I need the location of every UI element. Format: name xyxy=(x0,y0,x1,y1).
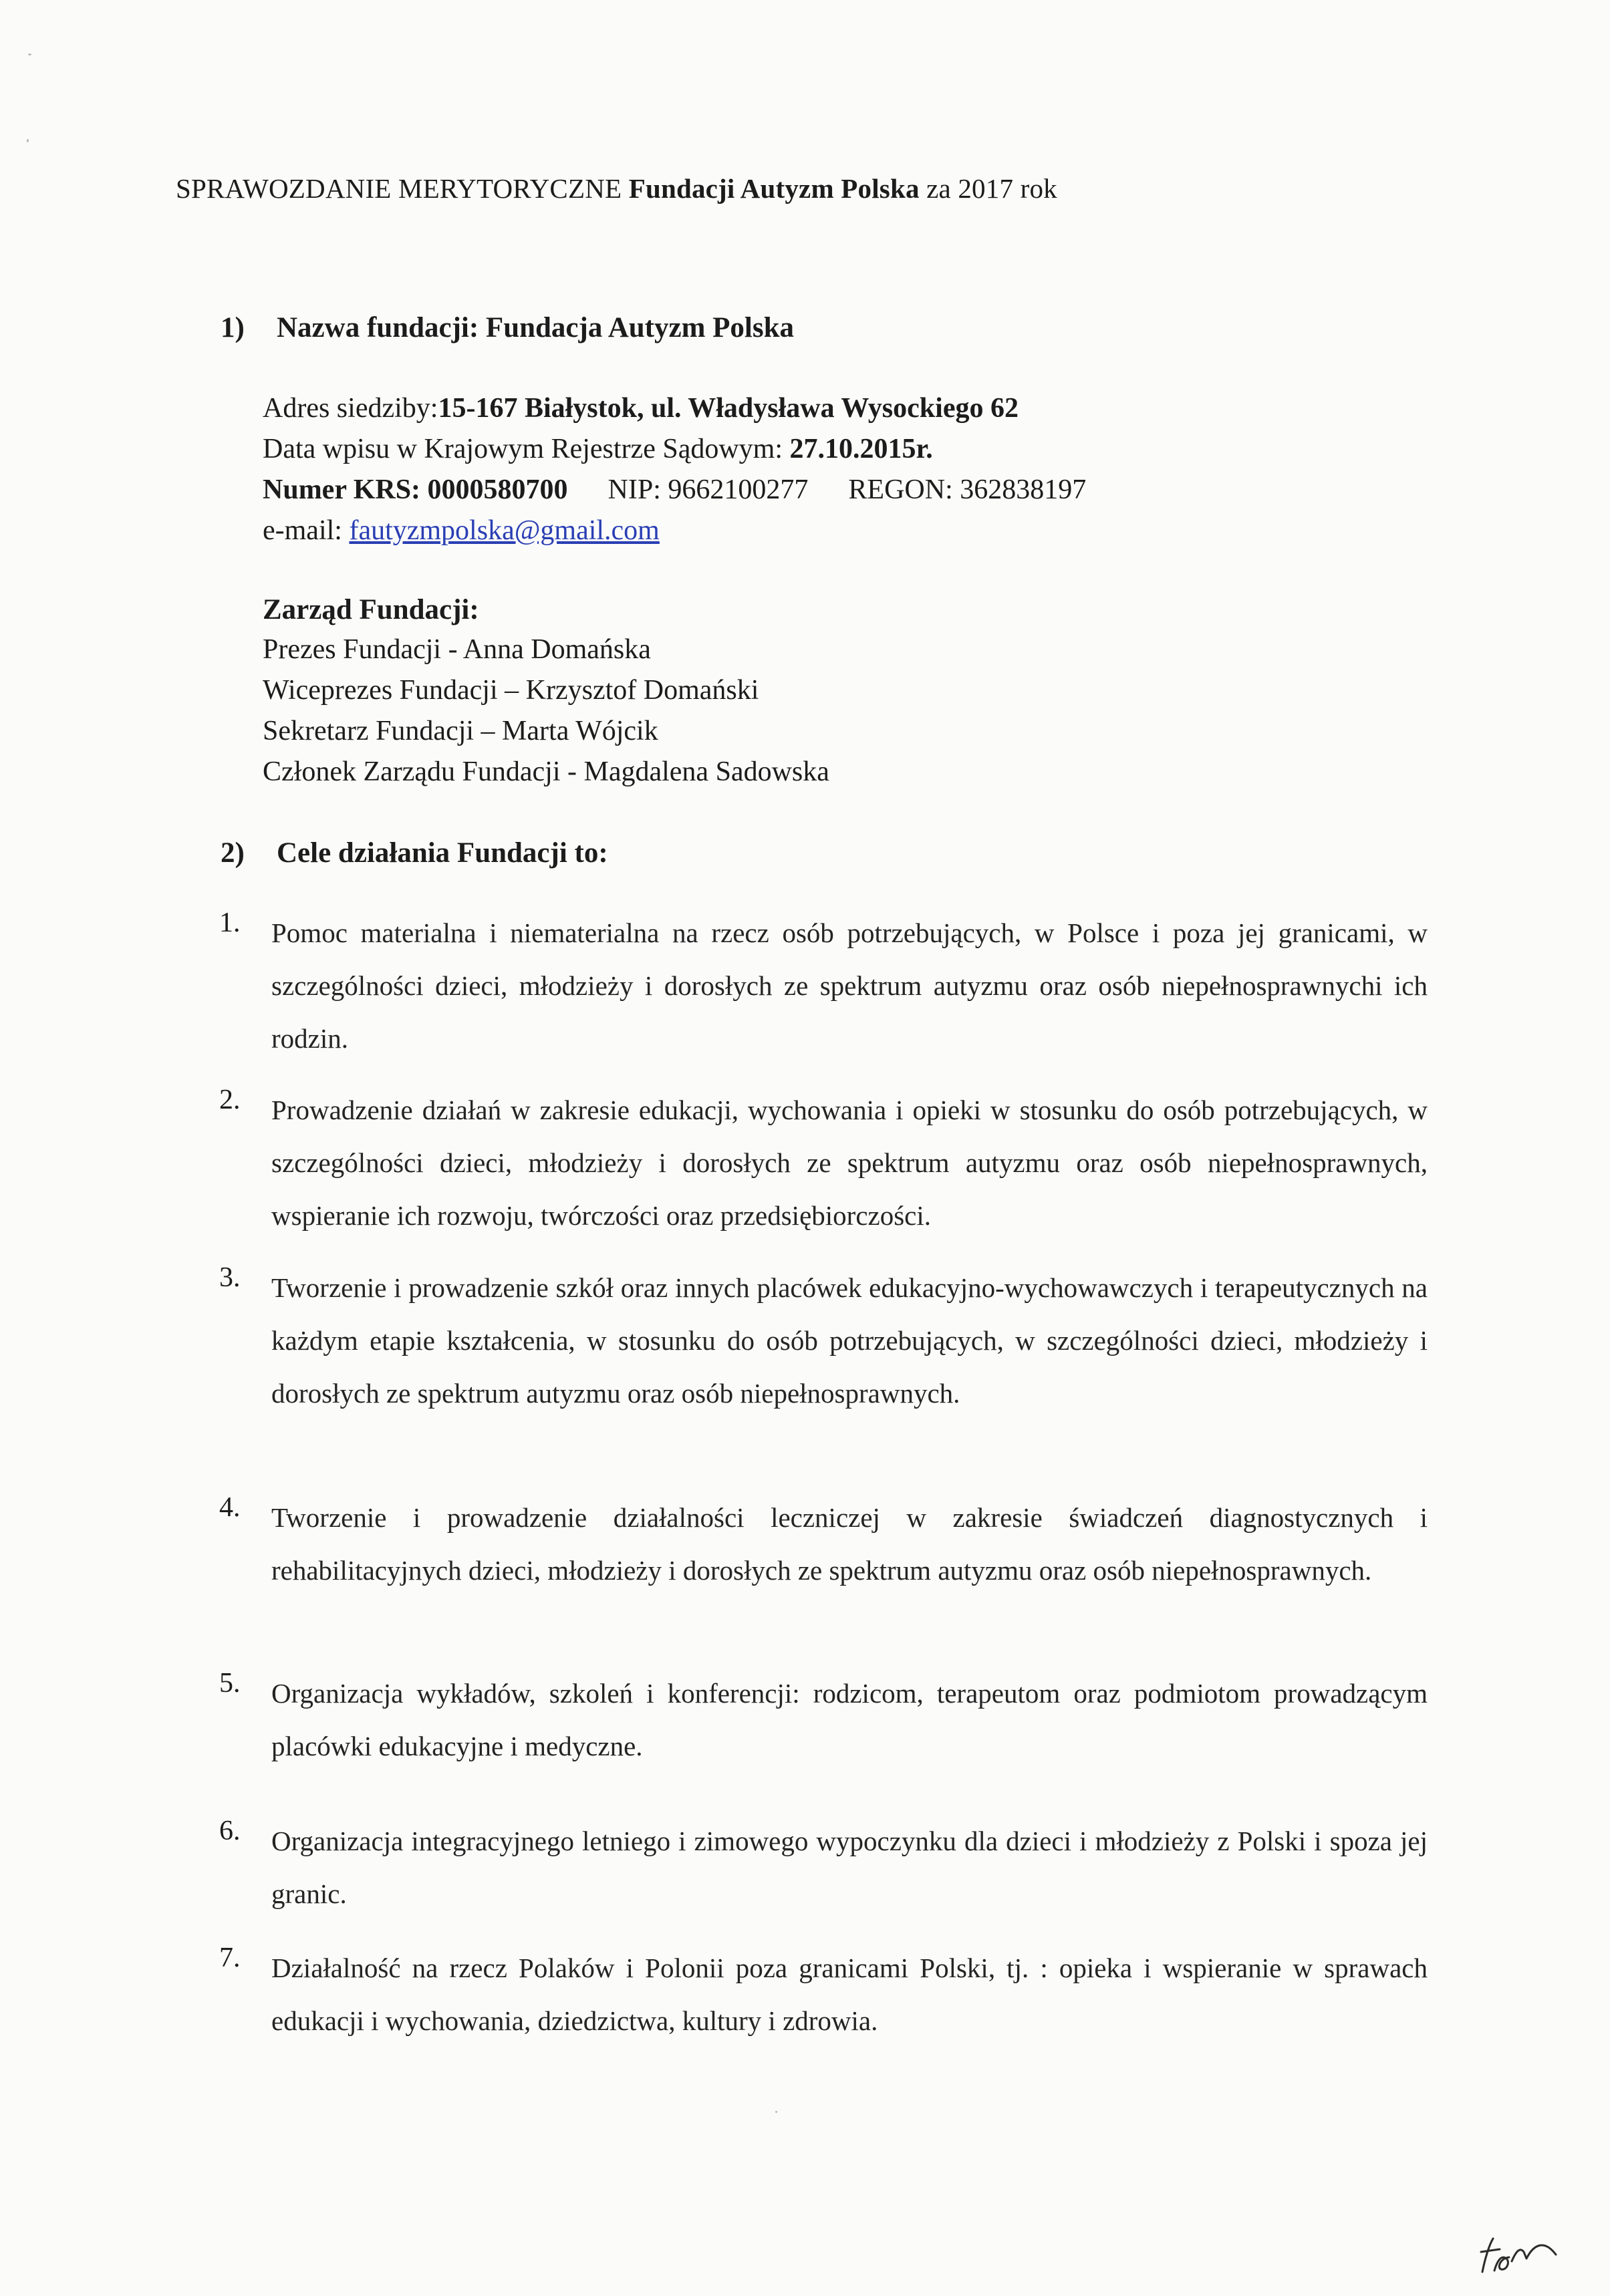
scan-speck xyxy=(28,53,31,55)
report-title-year: za 2017 rok xyxy=(919,173,1057,204)
registration-line xyxy=(263,433,933,465)
krs-number: Numer KRS: 0000580700 xyxy=(263,474,568,505)
section-1-title: Nazwa fundacji: Fundacja Autyzm Polska xyxy=(277,312,795,343)
address-line xyxy=(263,392,1019,424)
goal-text: Organizacja integracyjnego letniego i zimowego wypoczynku dla dzieci i młodzieży z Polski i spoza jej granic. xyxy=(271,1826,1428,1909)
registration-label: Data wpisu w Krajowym Rejestrze Sądowym: xyxy=(263,434,790,464)
goal-text: Działalność na rzecz Polaków i Polonii poza granicami Polski, tj. : opieka i wspieranie w sprawach edukacji i wychowania, dziedzictwa, kultury i zdrowia. xyxy=(271,1953,1428,2036)
goal-number: 4. xyxy=(219,1492,241,1523)
report-title xyxy=(176,172,1057,204)
email-label: e-mail: xyxy=(263,515,350,546)
email-line xyxy=(263,515,660,547)
goal-text: Tworzenie i prowadzenie działalności leczniczej w zakresie świadczeń diagnostycznych i rehabilitacyjnych dzieci, młodzieży i dorosłych ze spektrum autyzmu oraz osób niepełnosprawnych. xyxy=(271,1502,1428,1586)
email-link[interactable]: fautyzmpolska@gmail.com xyxy=(349,515,660,546)
goal-number: 3. xyxy=(219,1262,241,1293)
goal-number: 6. xyxy=(219,1816,241,1846)
board-member-secretary: Sekretarz Fundacji – Marta Wójcik xyxy=(263,716,658,746)
report-title-foundation: Fundacji Autyzm Polska xyxy=(628,173,920,204)
board-heading: Zarząd Fundacji: xyxy=(263,594,479,625)
goal-text: Tworzenie i prowadzenie szkół oraz innych placówek edukacyjno-wychowawczych i terapeutycznych na każdym etapie kształcenia, w stosunku do osób potrzebujących, w szczególności dzieci, młodzieży i dorosłych ze spektrum autyzmu oraz osób niepełnosprawnych. xyxy=(271,1272,1428,1409)
goal-number: 7. xyxy=(219,1943,241,1973)
registration-date: 27.10.2015r. xyxy=(789,434,933,464)
scan-speck xyxy=(775,2111,777,2113)
section-1-heading xyxy=(221,311,794,344)
address-value: 15-167 Białystok, ul. Władysława Wysockiego 62 xyxy=(438,393,1019,424)
scan-speck xyxy=(27,139,29,142)
section-2-number: 2) xyxy=(221,837,245,869)
goal-text: Pomoc materialna i niematerialna na rzecz osób potrzebujących, w Polsce i poza jej granicami, w szczególności dzieci, młodzieży i dorosłych ze spektrum autyzmu oraz osób niepełnosprawnychi ich rodzin. xyxy=(271,917,1428,1054)
board-member-vice-president: Wiceprezes Fundacji – Krzysztof Domański xyxy=(263,675,759,706)
section-2-title: Cele działania Fundacji to: xyxy=(277,837,608,869)
goal-text: Prowadzenie działań w zakresie edukacji, wychowania i opieki w stosunku do osób potrzebujących, w szczególności dzieci, młodzieży i dorosłych ze spektrum autyzmu oraz osób niepełnosprawnych, wspieranie ich rozwoju, twórczości oraz przedsiębiorczości. xyxy=(271,1095,1428,1231)
address-label: Adres siedziby: xyxy=(263,393,438,424)
goal-number: 2. xyxy=(219,1085,241,1115)
section-2-heading xyxy=(221,837,608,869)
identifiers-line xyxy=(263,474,1086,506)
board-member-president: Prezes Fundacji - Anna Domańska xyxy=(263,634,651,665)
goal-text: Organizacja wykładów, szkoleń i konferencji: rodzicom, terapeutom oraz podmiotom prowadzącym placówki edukacyjne i medyczne. xyxy=(271,1678,1428,1761)
nip-number: NIP: 9662100277 xyxy=(608,474,809,505)
goal-number: 1. xyxy=(219,907,241,938)
signature-initials-icon xyxy=(1477,2232,1571,2279)
board-member-member: Członek Zarządu Fundacji - Magdalena Sadowska xyxy=(263,756,829,787)
report-title-prefix: SPRAWOZDANIE MERYTORYCZNE xyxy=(176,173,629,204)
goal-number: 5. xyxy=(219,1668,241,1699)
section-1-number: 1) xyxy=(221,312,245,343)
regon-number: REGON: 362838197 xyxy=(848,474,1087,505)
